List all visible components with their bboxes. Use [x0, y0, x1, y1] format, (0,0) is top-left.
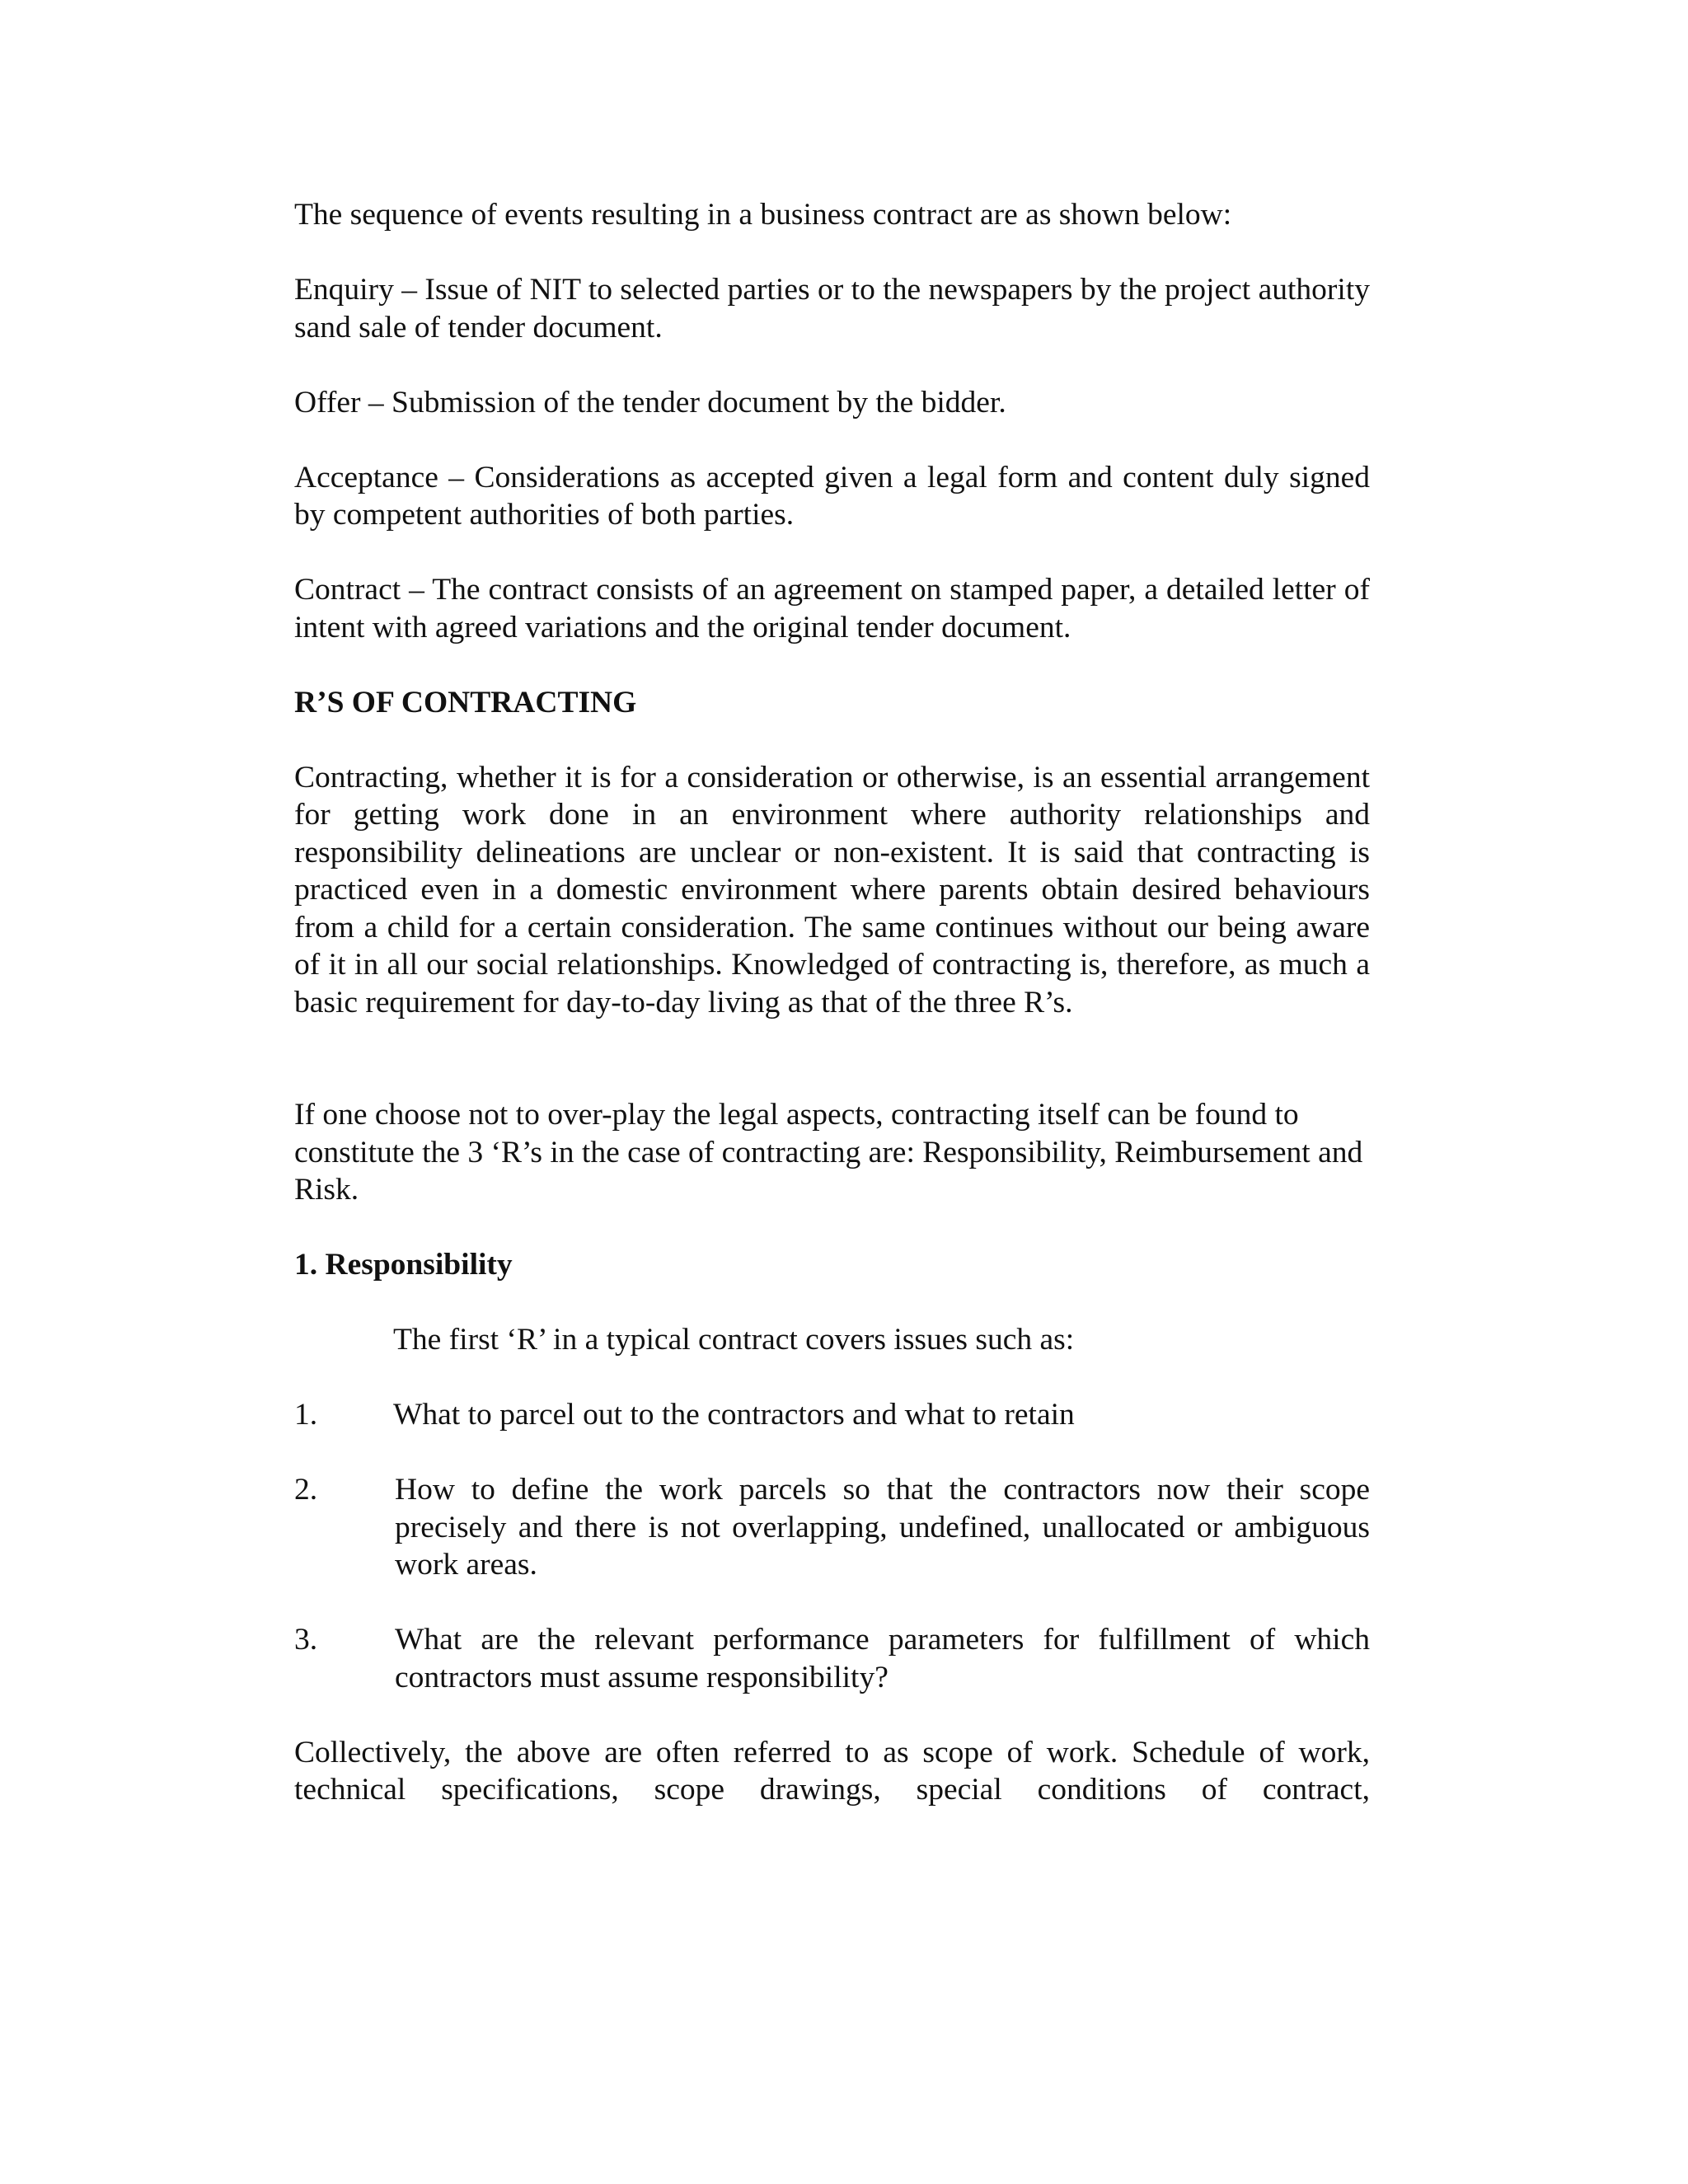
contracting-paragraph: Contracting, whether it is for a consideration or otherwise, is an essential arrangement for getting work done in an environment where authority relationships and responsibility delineations are unclear or non-existent. It is said that contracting is practiced even in a domestic environment where parents obtain desired behaviours from a child for a certain consideration. The same continues without our being aware of it in all our social relationships. Knowledged of contracting is, therefore, as much a basic requirement for day-to-day living as that of the three R’s. [294, 760, 1370, 1019]
event-offer: Offer – Submission of the tender document by the bidder. [294, 385, 1006, 419]
responsibility-subheading: 1. Responsibility [294, 1248, 513, 1282]
list-text: What to parcel out to the contractors and what to retain [393, 1398, 1075, 1432]
event-contract: Contract – The contract consists of an agreement on stamped paper, a detailed letter of intent with agreed variations and the original tender document. [294, 573, 1370, 644]
list-text: What are the relevant performance parameters for fulfillment of which contractors must assume responsibility? [395, 1623, 1370, 1694]
document-page [294, 196, 1370, 1846]
list-number: 3. [294, 1623, 318, 1657]
list-item [294, 1471, 1370, 1584]
intro-paragraph: The sequence of events resulting in a business contract are as shown below: [294, 198, 1232, 232]
three-rs-paragraph: If one choose not to over-play the legal aspects, contracting itself can be found to constitute the 3 ‘R’s in the case of contracting are: Responsibility, Reimbursement and Risk. [294, 1098, 1363, 1207]
list-item [294, 1396, 1370, 1434]
list-number: 2. [294, 1473, 318, 1507]
section-heading: R’S OF CONTRACTING [294, 685, 637, 719]
list-text: How to define the work parcels so that the contractors now their scope precisely and there is not overlapping, undefined, unallocated or ambiguous work areas. [395, 1473, 1370, 1582]
responsibility-intro: The first ‘R’ in a typical contract covers issues such as: [393, 1323, 1075, 1357]
event-acceptance: Acceptance – Considerations as accepted given a legal form and content duly signed by competent authorities of both parties. [294, 460, 1370, 532]
list-number: 1. [294, 1398, 318, 1432]
closing-paragraph: Collectively, the above are often referred to as scope of work. Schedule of work, technical specifications, scope drawings, special conditions of contract, [294, 1735, 1370, 1807]
event-enquiry: Enquiry – Issue of NIT to selected parties or to the newspapers by the project authority sand sale of tender document. [294, 273, 1370, 344]
list-item [294, 1621, 1370, 1696]
